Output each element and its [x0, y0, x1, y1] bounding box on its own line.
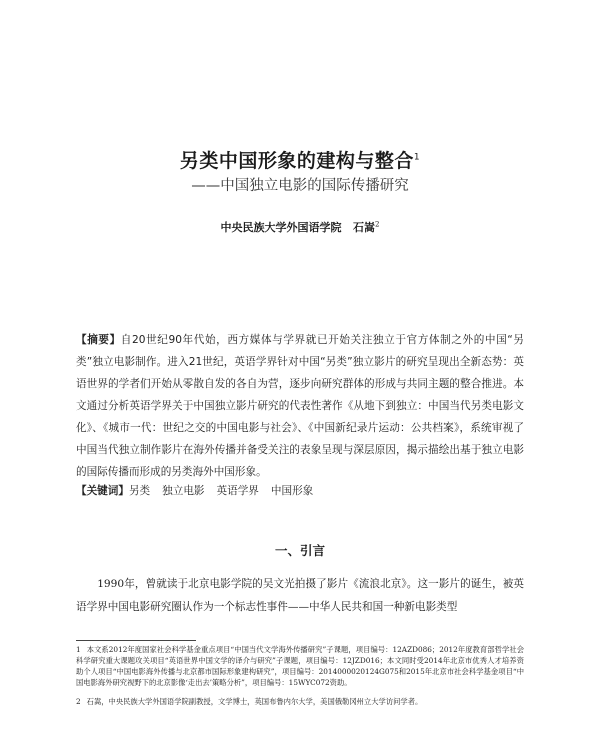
- keyword-item: 独立电影: [162, 485, 205, 497]
- footnote-text: 本文系2012年度国家社会科学基金重点项目“中国当代文学海外传播研究”子课题，项目编号：12AZD086；2012年度教育部哲学社会科学研究重大课题攻关项目“英语世界中国文学的译介与研究”子课题，项目编号：12JZD016；本文同时受2014年北京市优秀人才培养资助个人项目“中国电影海外传播与北京都市国际形象建构研究”，项目编号：2014000020124G075和2015年北京市社会科学基金项目“中国电影海外研究视野下的北京影像‘走出去’策略分析”，项目编号：15WYC072资助。: [76, 645, 524, 687]
- footnote-number: 1: [76, 645, 81, 654]
- author-name: 石嵩: [353, 221, 376, 234]
- keywords-label: 【关键词】: [76, 485, 129, 497]
- abstract-text: 自20世纪90年代始，西方媒体与学界就已开始关注独立于官方体制之外的中国“另类”独立电影制作。进入21世纪，英语学界针对中国“另类”独立影片的研究呈现出全新态势：英语世界的学者们开始从零散自发的各自为营，逐步向研究群体的形成与共同主题的整合推进。本文通过分析英语学界关于中国独立影片研究的代表性著作《从地下到独立：中国当代另类电影文化》、《城市一代：世纪之交的中国电影与社会》、《中国新纪录片运动：公共档案》，系统审视了中国当代独立制作影片在海外传播并备受关注的表象呈现与深层原因，揭示描绘出基于独立电影的国际传播而形成的另类海外中国形象。: [76, 334, 524, 478]
- paper-subtitle: ——中国独立电影的国际传播研究: [191, 178, 409, 194]
- footnote-1: [76, 644, 524, 688]
- keyword-item: 英语学界: [216, 485, 259, 497]
- keyword-item: 另类: [128, 485, 151, 497]
- paper-title: [0, 146, 600, 173]
- keywords: [76, 483, 524, 498]
- footnotes: [76, 644, 524, 715]
- abstract: [76, 329, 524, 483]
- affiliation: 中央民族大学外国语学院: [220, 221, 342, 234]
- title-text: 另类中国形象的建构与整合: [179, 150, 414, 172]
- footnote-text: 石嵩，中央民族大学外国语学院副教授，文学博士，英国布鲁内尔大学，美国俄勒冈州立大学访问学者。: [86, 697, 423, 706]
- footnote-2: [76, 696, 524, 707]
- section-heading: 一、引言: [274, 543, 325, 558]
- author-line: [0, 219, 600, 235]
- author-footnote-mark: 2: [375, 220, 380, 229]
- body-paragraph: 1990年，曾就读于北京电影学院的吴文光拍摄了影片《流浪北京》。这一影片的诞生，被英语学界中国电影研究圈认作为一个标志性事件——中华人民共和国一种新电影类型: [76, 578, 524, 613]
- footnote-divider: [76, 640, 196, 641]
- keyword-item: 中国形象: [270, 485, 314, 497]
- abstract-label: 【摘要】: [76, 334, 121, 346]
- footnote-number: 2: [76, 697, 81, 706]
- title-footnote-mark: 1: [413, 152, 421, 163]
